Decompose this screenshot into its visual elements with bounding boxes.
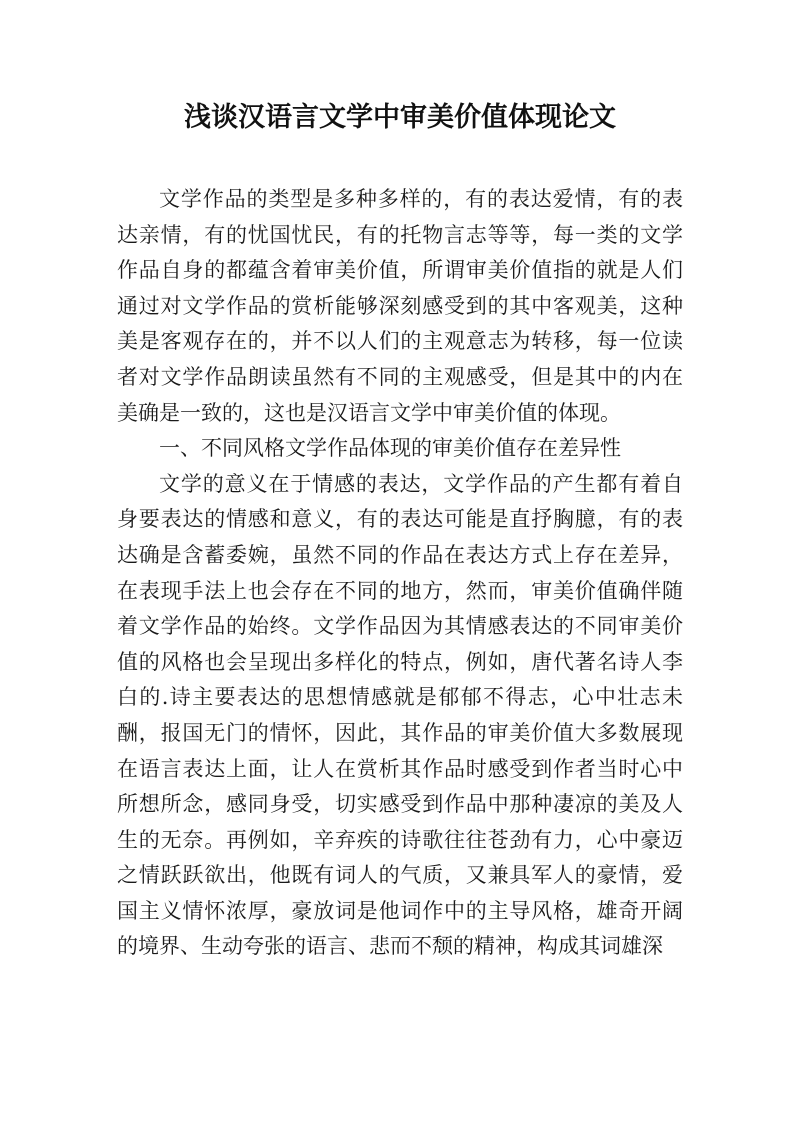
section-heading-1: 一、不同风格文学作品体现的审美价值存在差异性 [159,436,621,461]
paragraph-section-1: 文学的意义在于情感的表达，文学作品的产生都有着自身要表达的情感和意义，有的表达可能是直抒胸臆，有的表达确是含蓄委婉，虽然不同的作品在表达方式上存在差异，在表现手法上也会存在不同的地方，然而，审美价值确伴随着文学作品的始终。文学作品因为其情感表达的不同审美价值的风格也会呈现出多样化的特点，例如，唐代著名诗人李白的.诗主要表达的思想情感就是郁郁不得志，心中壮志未酬，报国无门的情怀，因此，其作品的审美价值大多数展现在语言表达上面，让人在赏析其作品时感受到作者当时心中所想所念，感同身受，切实感受到作品中那种凄凉的美及人生的无奈。再例如，辛弃疾的诗歌往往苍劲有力，心中豪迈之情跃跃欲出，他既有词人的气质，又兼具军人的豪情，爱国主义情怀浓厚，豪放词是他词作中的主导风格，雄奇开阔的境界、生动夸张的语言、悲而不颓的精神，构成其词雄深 [117,471,683,959]
paragraph-intro: 文学作品的类型是多种多样的，有的表达爱情，有的表达亲情，有的忧国忧民，有的托物言志等等，每一类的文学作品自身的都蕴含着审美价值，所谓审美价值指的就是人们通过对文学作品的赏析能够深刻感受到的其中客观美，这种美是客观存在的，并不以人们的主观意志为转移，每一位读者对文学作品朗读虽然有不同的主观感受，但是其中的内在美确是一致的，这也是汉语言文学中审美价值的体现。 [117,187,683,425]
document-title: 浅谈汉语言文学中审美价值体现论文 [184,102,616,133]
document-body [117,182,683,965]
